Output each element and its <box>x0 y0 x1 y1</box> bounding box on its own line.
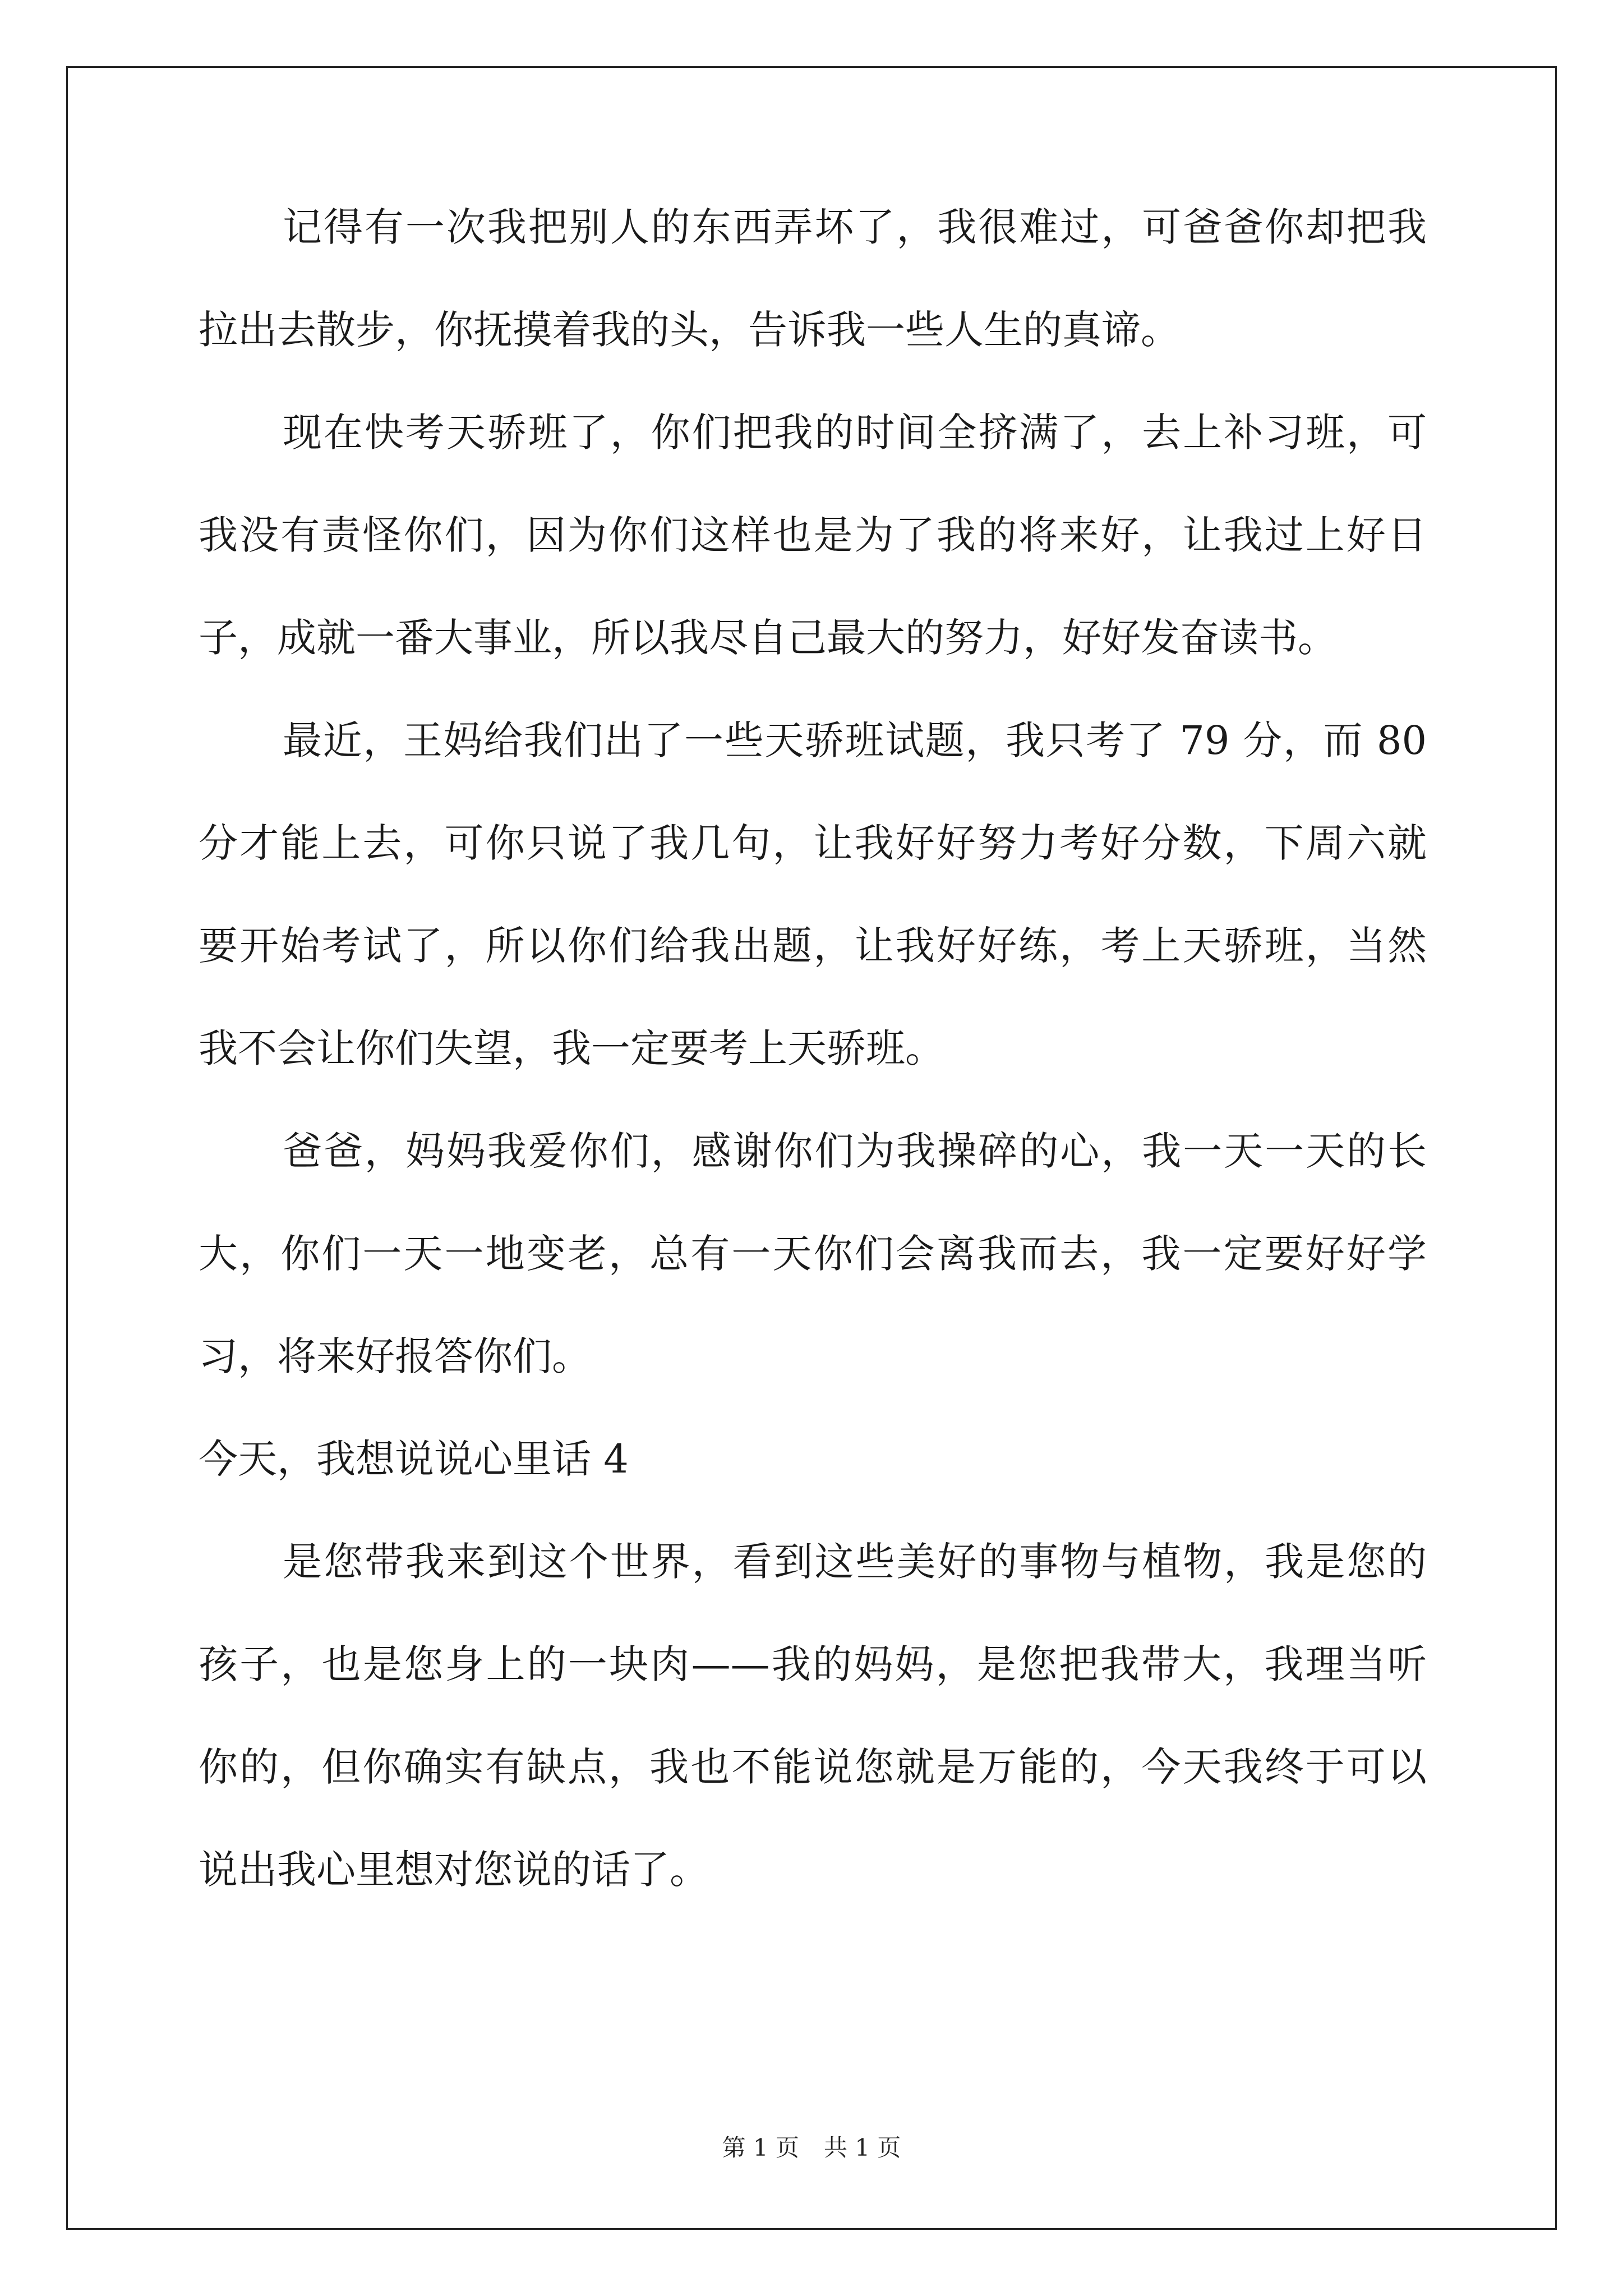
paragraph-3 <box>199 717 1427 1071</box>
page-footer <box>0 2136 1623 2160</box>
section-heading: 今天，我想说说心里话 4 <box>199 1436 629 1482</box>
paragraph-line: 爸爸，妈妈我爱你们，感谢你们为我操碎的心，我一天一天的长 <box>283 1128 1427 1174</box>
paragraph-line: 习，将来好报答你们。 <box>199 1333 591 1379</box>
paragraph-1 <box>199 204 1427 353</box>
paragraph-line: 说出我心里想对您说的话了。 <box>199 1847 709 1893</box>
paragraph-line: 子，成就一番大事业，所以我尽自己最大的努力，好好发奋读书。 <box>199 615 1337 661</box>
page-total: 共 1 页 <box>824 2134 901 2161</box>
document-body <box>199 204 1427 1893</box>
paragraph-line: 记得有一次我把别人的东西弄坏了，我很难过，可爸爸你却把我 <box>283 204 1427 250</box>
paragraph-line: 现在快考天骄班了，你们把我的时间全挤满了，去上补习班，可 <box>283 409 1427 455</box>
paragraph-line: 大，你们一天一地变老，总有一天你们会离我而去，我一定要好好学 <box>199 1231 1427 1277</box>
paragraph-line: 是您带我来到这个世界，看到这些美好的事物与植物，我是您的 <box>283 1539 1427 1585</box>
paragraph-line: 我没有责怪你们，因为你们这样也是为了我的将来好，让我过上好日 <box>199 512 1427 558</box>
page-number: 第 1 页 <box>722 2134 799 2161</box>
paragraph-line: 你的，但你确实有缺点，我也不能说您就是万能的，今天我终于可以 <box>199 1744 1427 1790</box>
paragraph-line: 我不会让你们失望，我一定要考上天骄班。 <box>199 1025 944 1071</box>
paragraph-line: 孩子，也是您身上的一块肉——我的妈妈，是您把我带大，我理当听 <box>199 1641 1427 1687</box>
paragraph-line: 分才能上去，可你只说了我几句，让我好好努力考好分数，下周六就 <box>199 820 1427 866</box>
paragraph-2 <box>199 409 1427 661</box>
paragraph-line: 拉出去散步，你抚摸着我的头，告诉我一些人生的真谛。 <box>199 307 1180 353</box>
paragraph-5 <box>199 1539 1427 1893</box>
paragraph-line: 最近，王妈给我们出了一些天骄班试题，我只考了 79 分，而 80 <box>283 717 1427 763</box>
paragraph-4 <box>199 1128 1427 1379</box>
paragraph-line: 要开始考试了，所以你们给我出题，让我好好练，考上天骄班，当然 <box>199 923 1427 969</box>
